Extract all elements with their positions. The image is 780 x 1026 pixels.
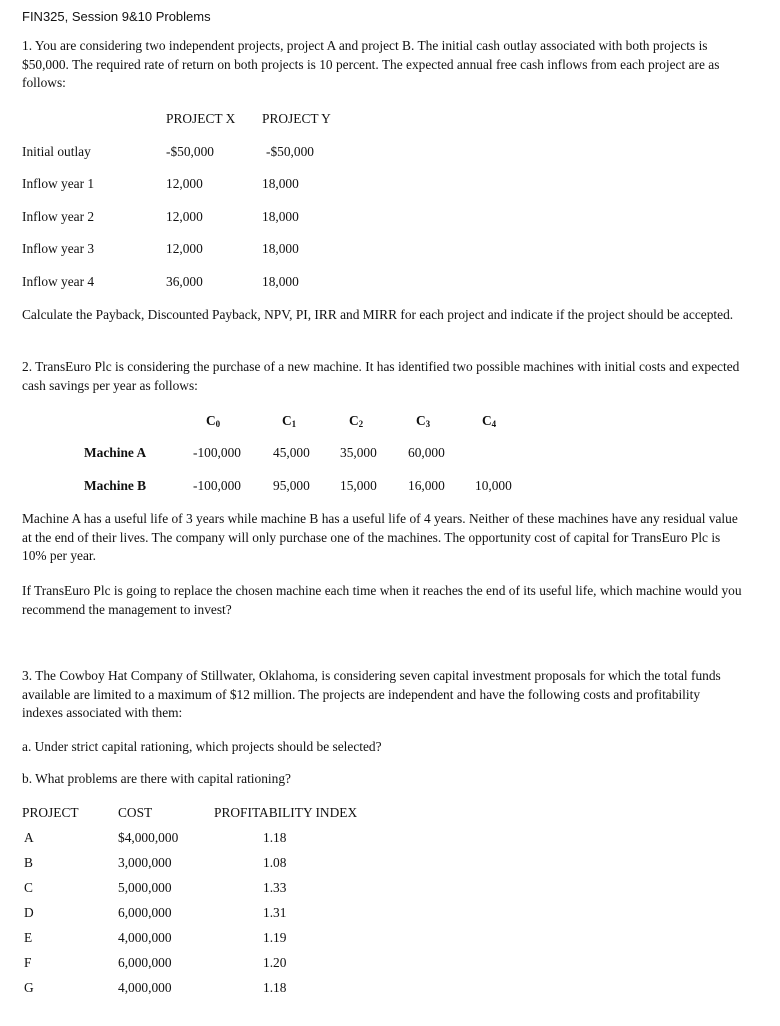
q2-header-c3: $C_3$ <box>416 413 431 429</box>
q2-header-c0: $C_0$ <box>206 413 221 429</box>
q2-machine-b-c1: 95,000 <box>273 478 310 493</box>
q1-row-label: Inflow year 2 <box>22 209 95 224</box>
q1-row-x: 36,000 <box>166 274 203 289</box>
q1-row-y: -$50,000 <box>266 144 314 159</box>
q3-row-cost: 4,000,000 <box>118 980 172 995</box>
q1-col-project-y: PROJECT Y <box>262 111 331 126</box>
q3-row-pi: 1.18 <box>263 980 287 995</box>
q1-row-x: 12,000 <box>166 176 203 191</box>
q3-row-cost: $4,000,000 <box>118 830 179 845</box>
q2-header-c4: $C_4$ <box>482 413 497 429</box>
q2-paragraph-1: Machine A has a useful life of 3 years while machine B has a useful life of 4 years. Neither of these machines have any residual value at the end of their lives. The company will only purchase one of the machines. The opportunity cost of capital for TransEuro Plc is 10% per year. <box>22 511 738 564</box>
q1-row-y: 18,000 <box>262 274 299 289</box>
q3-row-cost: 4,000,000 <box>118 930 172 945</box>
q1-row-label: Inflow year 3 <box>22 241 95 256</box>
q3-text: 3. The Cowboy Hat Company of Stillwater, Oklahoma, is considering seven capital investment proposals for which the total funds available are limited to a maximum of $12 million. The projects are independent and have the following costs and profitability indexes associated with them: <box>22 668 721 721</box>
q3-row-project: E <box>24 930 33 945</box>
q2-machine-a-c2: 35,000 <box>340 445 377 460</box>
q3-col-profitability-index: PROFITABILITY INDEX <box>214 805 358 820</box>
q3-row-cost: 6,000,000 <box>118 905 172 920</box>
q1-row-label: Inflow year 4 <box>22 274 95 289</box>
q2-machine-a-label: Machine A <box>84 445 147 460</box>
q3-row-pi: 1.33 <box>263 880 287 895</box>
q2-machine-a-c0: -100,000 <box>193 445 241 460</box>
q3-row-project: F <box>24 955 32 970</box>
q3-row-cost: 6,000,000 <box>118 955 172 970</box>
q1-col-project-x: PROJECT X <box>166 111 236 126</box>
q2-paragraph-2: If TransEuro Plc is going to replace the chosen machine each time when it reaches the end of its useful life, which machine would you recommend the management to invest? <box>22 583 742 617</box>
q2-machine-b-c2: 15,000 <box>340 478 377 493</box>
q1-text: 1. You are considering two independent projects, project A and project B. The initial cash outlay associated with both projects is $50,000. The required rate of return on both projects is 10 percent. The expected annual free cash inflows from each project are as follows: <box>22 38 720 91</box>
q2-header-c2: $C_2$ <box>349 413 364 429</box>
q1-row-label: Inflow year 1 <box>22 176 95 191</box>
q1-row-x: 12,000 <box>166 241 203 256</box>
q1-row-label: Initial outlay <box>22 144 91 159</box>
q3-row-pi: 1.20 <box>263 955 287 970</box>
q2-machine-a-c3: 60,000 <box>408 445 445 460</box>
q1-row-y: 18,000 <box>262 241 299 256</box>
q1-row-y: 18,000 <box>262 209 299 224</box>
q1-row-y: 18,000 <box>262 176 299 191</box>
q1-row-x: 12,000 <box>166 209 203 224</box>
q3-row-project: D <box>24 905 34 920</box>
q3-row-pi: 1.08 <box>263 855 287 870</box>
q2-machine-a-c1: 45,000 <box>273 445 310 460</box>
q3-row-pi: 1.18 <box>263 830 287 845</box>
q3-row-project: C <box>24 880 33 895</box>
q1-row-x: -$50,000 <box>166 144 214 159</box>
q3-question-b: b. What problems are there with capital rationing? <box>22 771 291 786</box>
q2-machine-b-c0: -100,000 <box>193 478 241 493</box>
q2-text: 2. TransEuro Plc is considering the purchase of a new machine. It has identified two possible machines with initial costs and expected cash savings per year as follows: <box>22 359 740 393</box>
q3-row-project: G <box>24 980 34 995</box>
q3-col-project: PROJECT <box>22 805 79 820</box>
q2-machine-b-label: Machine B <box>84 478 147 493</box>
document-header: FIN325, Session 9&10 Problems <box>22 9 211 24</box>
q2-header-c1: $C_1$ <box>282 413 297 429</box>
q3-row-cost: 5,000,000 <box>118 880 172 895</box>
q3-row-pi: 1.31 <box>263 905 287 920</box>
q3-row-cost: 3,000,000 <box>118 855 172 870</box>
q3-row-pi: 1.19 <box>263 930 287 945</box>
q3-row-project: A <box>24 830 34 845</box>
q3-col-cost: COST <box>118 805 153 820</box>
q3-row-project: B <box>24 855 33 870</box>
q3-question-a: a. Under strict capital rationing, which projects should be selected? <box>22 739 382 754</box>
q1-instruction: Calculate the Payback, Discounted Payback, NPV, PI, IRR and MIRR for each project and indicate if the project should be accepted. <box>22 307 734 322</box>
q2-machine-b-c3: 16,000 <box>408 478 445 493</box>
q2-machine-b-c4: 10,000 <box>475 478 512 493</box>
